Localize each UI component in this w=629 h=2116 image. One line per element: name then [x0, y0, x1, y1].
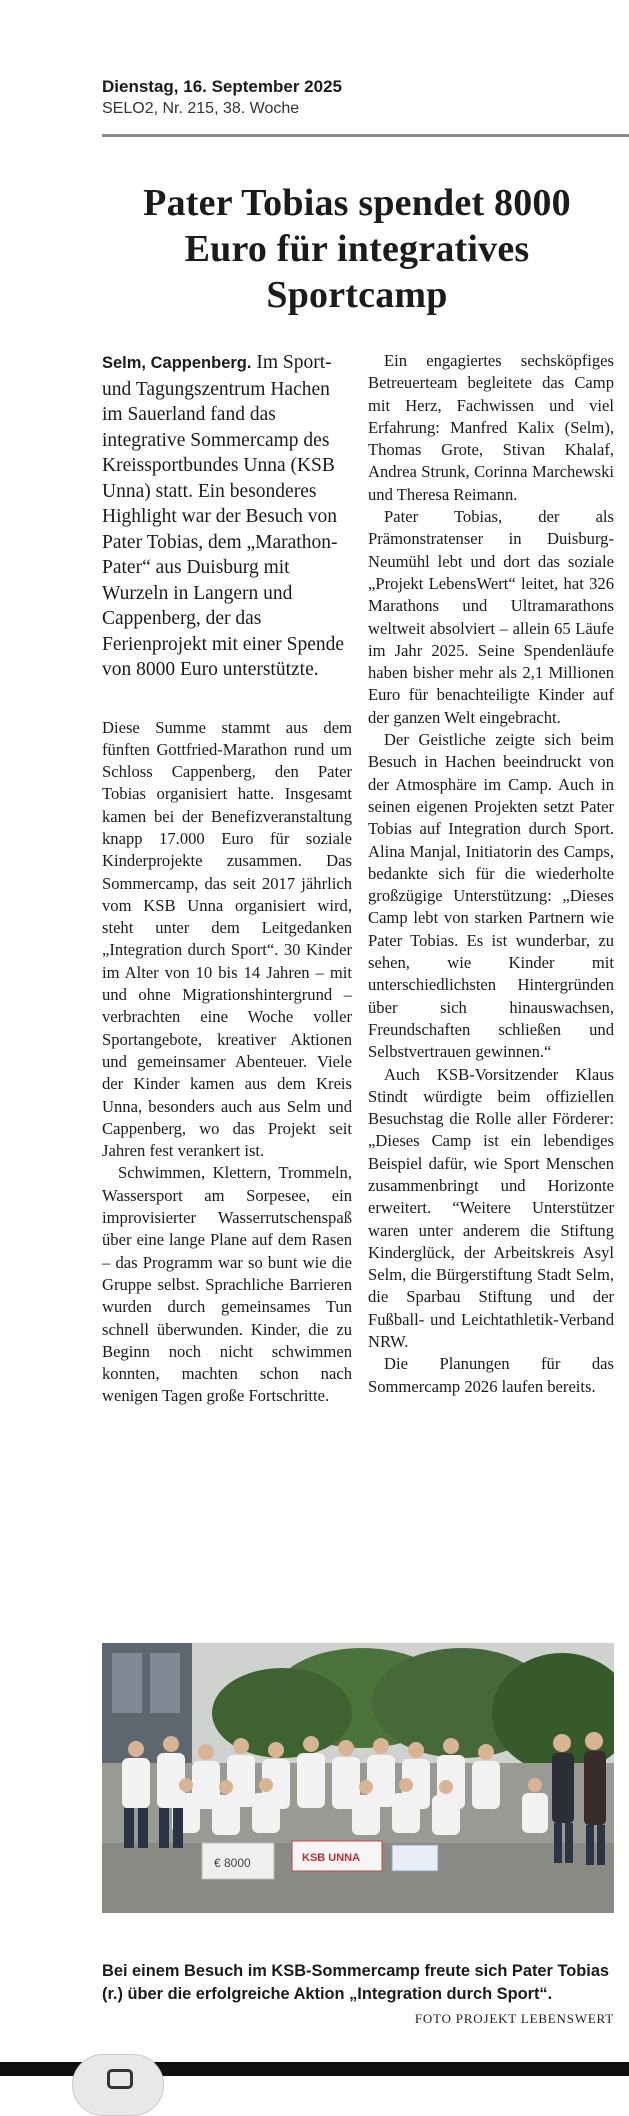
- article-dateline: Selm, Cappenberg.: [102, 354, 252, 372]
- article-column-right: [368, 350, 614, 1398]
- article-headline: Pater Tobias spendet 8000 Euro für integratives Sportcamp: [143, 182, 571, 316]
- photo-credit: FOTO PROJEKT LEBENSWERT: [414, 2011, 614, 2026]
- article-paragraph-6: Auch KSB-Vorsitzender Klaus Stindt würdigte beim offiziellen Besuchstag die Rolle aller Förderer: „Dieses Camp ist ein lebendiges Beispiel dafür, wie Sport Menschen zusammenbringt und Horizonte erweitert. “Weitere Unterstützer waren unter anderem die Stiftung Kinderglück, der Arbeitskreis Asyl Selm, die Bürgerstiftung Stadt Selm, die Sparbau Stiftung und der Fußball- und Leichtathletik-Verband NRW.: [368, 1064, 614, 1352]
- header-rule: [102, 134, 629, 137]
- article-lead: [102, 350, 352, 683]
- article-paragraph-4: Pater Tobias, der als Prämonstratenser in Duisburg-Neumühl lebt und dort das soziale „Projekt LebensWert“ leitet, hat 326 Marathons und Ultramarathons weltweit absolviert – allein 65 Läufe im Jahr 2025. Seine Spendenläufe haben bisher mehr als 2,1 Millionen Euro für benachteiligte Kinder auf der ganzen Welt eingebracht.: [368, 507, 614, 727]
- article-column-left: [102, 350, 352, 1408]
- article-lead-text: Im Sport- und Tagungszentrum Hachen im Sauerland fand das integrative Sommercamp des Kreissportbundes Unna (KSB Unna) statt. Ein besonderes Highlight war der Besuch von Pater Tobias, dem „Marathon-Pater“ aus Duisburg mit Wurzeln in Langern und Cappenberg, der das Ferienprojekt mit einer Spende von 8000 Euro unterstützte.: [102, 352, 345, 680]
- article-paragraph-3: Ein engagiertes sechsköpfiges Betreuerteam begleitete das Camp mit Herz, Fachwissen und viel Erfahrung: Manfred Kalix (Selm), Thomas Grote, Stivan Khalaf, Andrea Strunk, Corinna Marchewski und Theresa Reimann.: [368, 351, 614, 504]
- article-paragraph-7: Die Planungen für das Sommercamp 2026 laufen bereits.: [368, 1354, 614, 1396]
- article-paragraph-1: Diese Summe stammt aus dem fünften Gottfried-Marathon rund um Schloss Cappenberg, den Pater Tobias organisiert hatte. Insgesamt kamen bei der Benefizveranstaltung knapp 17.000 Euro für soziale Kinderprojekte zusammen. Das Sommercamp, das seit 2017 jährlich vom KSB Unna organisiert wird, steht unter dem Leitgedanken „Integration durch Sport“. 30 Kinder im Alter von 10 bis 14 Jahren – mit und ohne Migrationshintergrund – verbrachten eine Woche voller Sportangebote, kreativer Aktionen und gemeinsamer Abenteuer. Viele der Kinder kamen aus dem Kreis Unna, besonders auch aus Selm und Cappenberg, wo das Projekt seit Jahren fest verankert ist.: [102, 717, 352, 1161]
- home-icon: [107, 2069, 133, 2089]
- group-photo-illustration: [102, 1643, 614, 1913]
- ksb-banner-text: KSB UNNA: [302, 1852, 361, 1864]
- issue-number: SELO2, Nr. 215, 38. Woche: [102, 100, 300, 117]
- article-paragraph-5: Der Geistliche zeigte sich beim Besuch in Hachen beeindruckt von der Atmosphäre im Camp. Auch in seinen eigenen Projekten setzt Pater Tobias auf Integration durch Sport. Alina Manjal, Initiatorin des Camps, bedankte sich für die wiederholte großzügige Unterstützung: „Dieses Camp lebt von starken Partnern wie Pater Tobias. Es ist wunderbar, zu sehen, wie Kinder mit unterschiedlichsten Hintergründen über sich hinauswachsen, Freundschaften schließen und Selbstvertrauen gewinnen.“: [368, 730, 614, 1062]
- check-banner-text: € 8000: [214, 1856, 251, 1870]
- issue-date: Dienstag, 16. September 2025: [102, 77, 343, 96]
- issue-meta: [102, 76, 342, 120]
- photo-caption: Bei einem Besuch im KSB-Sommercamp freute sich Pater Tobias (r.) über die erfolgreiche Aktion „Integration durch Sport“.: [102, 1962, 610, 2003]
- group-photo: [102, 1643, 614, 1913]
- home-button[interactable]: [72, 2054, 164, 2116]
- article-paragraph-2: Schwimmen, Klettern, Trommeln, Wassersport am Sorpesee, ein improvisierter Wasserrutschenspaß über eine lange Plane auf dem Rasen – das Programm war so bunt wie die Gruppe selbst. Sprachliche Barrieren wurden durch gemeinsames Tun schnell überwunden. Kinder, die zu Beginn noch nicht schwimmen konnten, machten schon nach wenigen Tagen große Fortschritte.: [102, 1163, 352, 1406]
